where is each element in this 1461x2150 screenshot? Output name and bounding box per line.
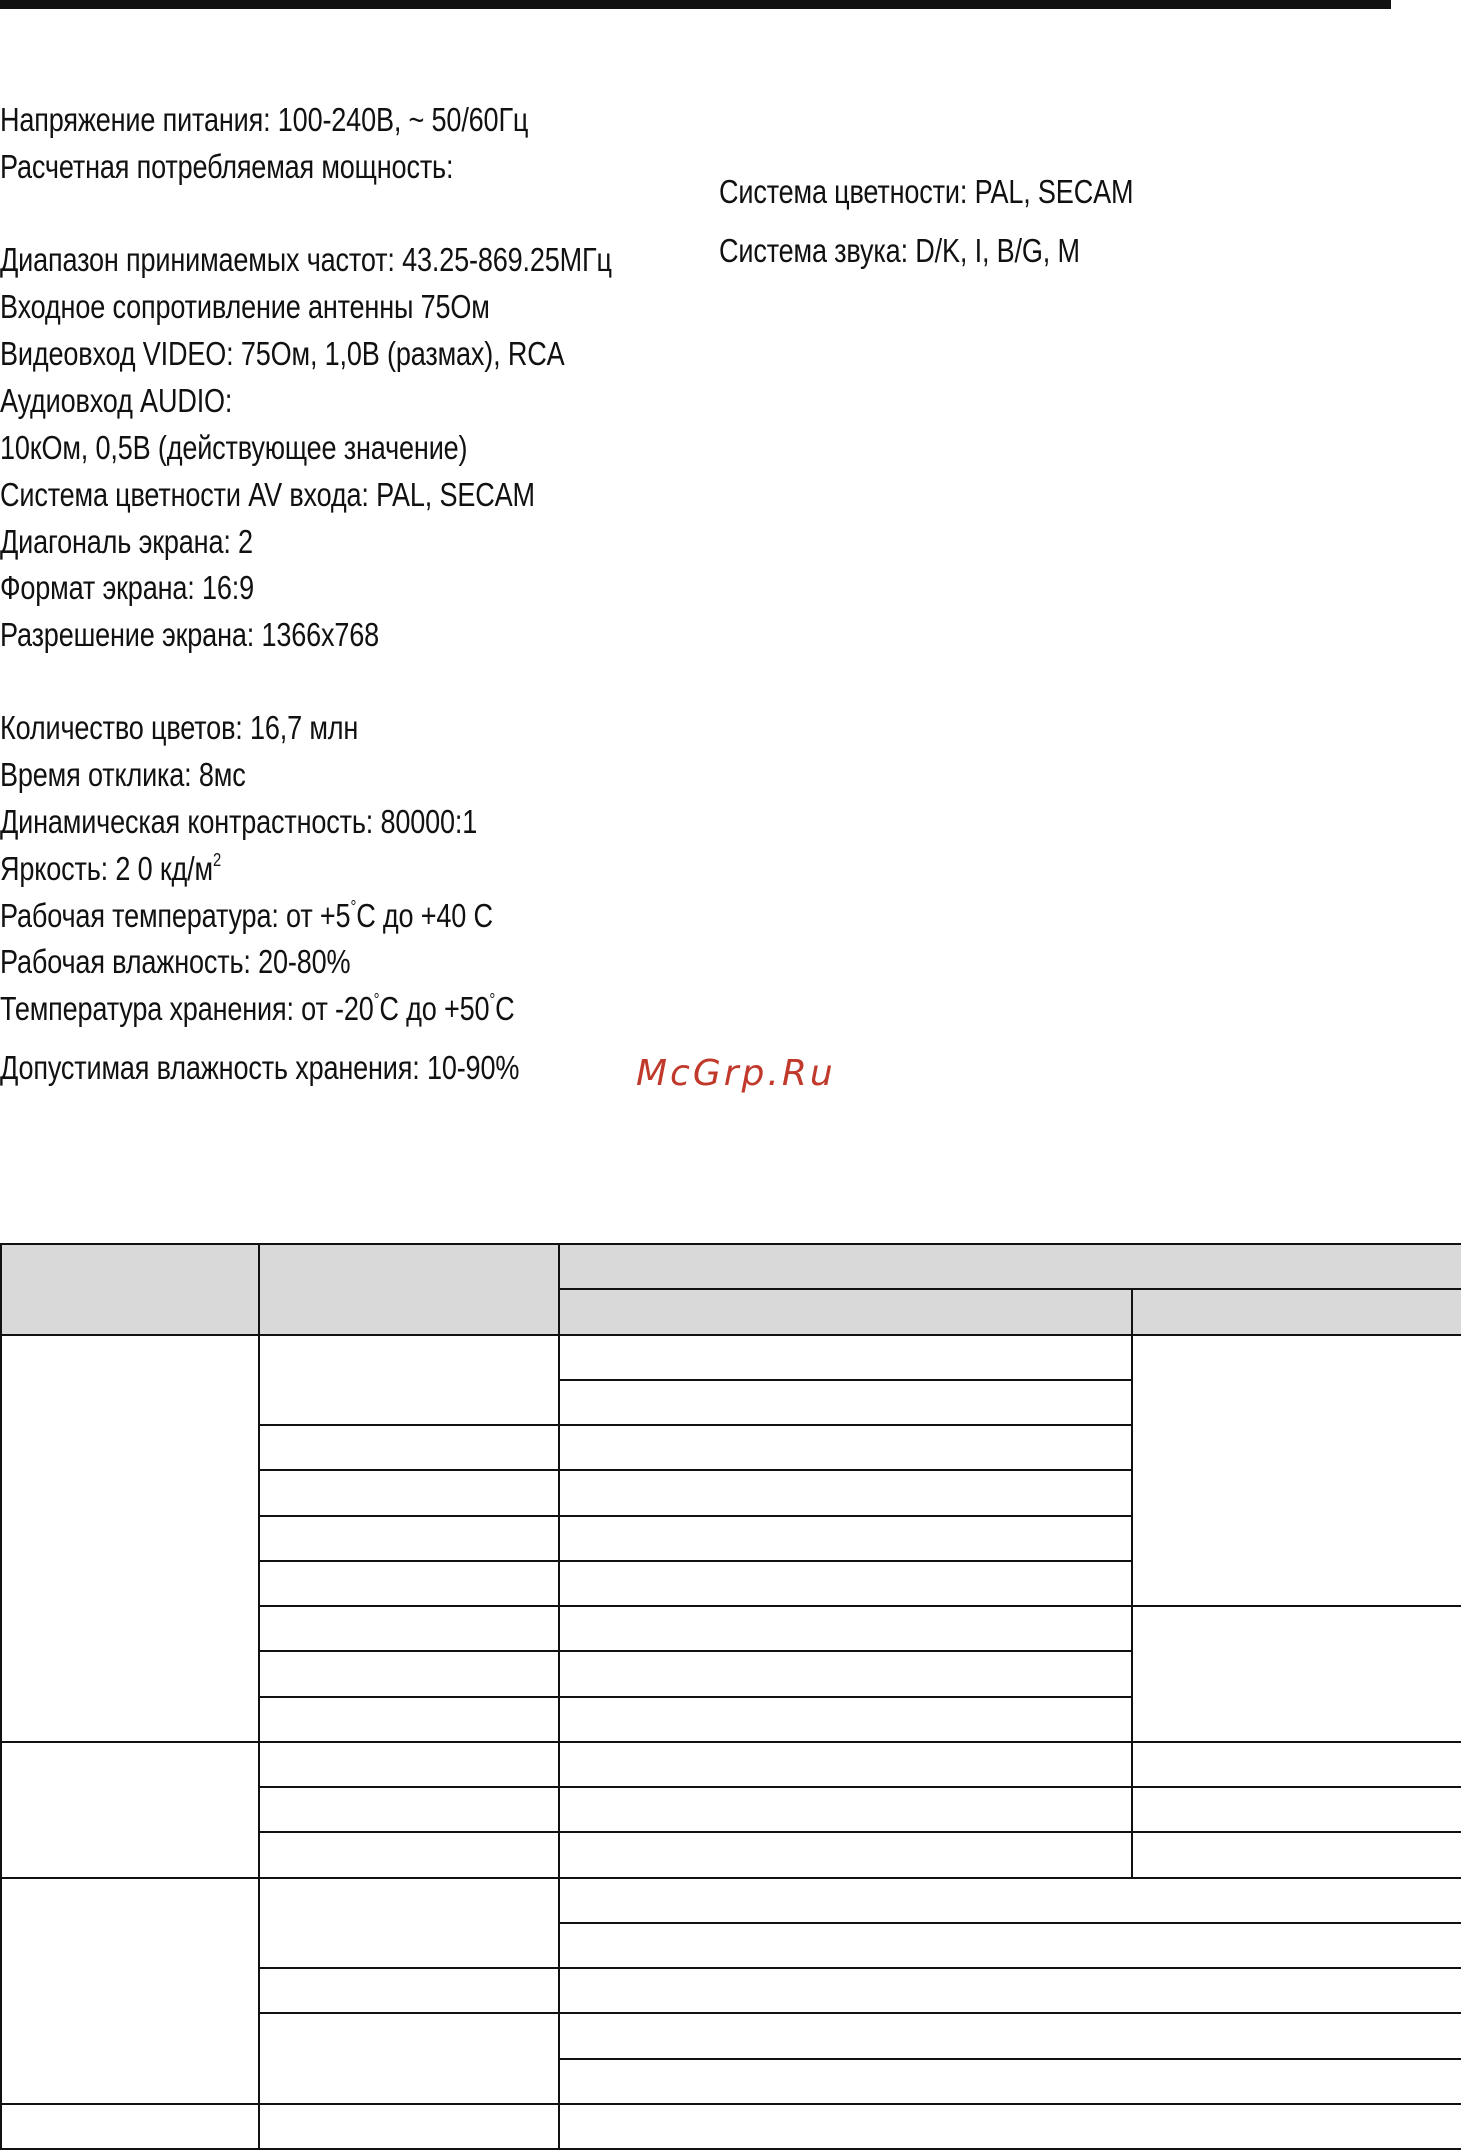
table-cell	[559, 1742, 1132, 1787]
spec-storage-temp-text: Температура хранения: от -20	[0, 990, 374, 1027]
spec-brightness-sup: 2	[212, 850, 221, 870]
spec-screen-diagonal: Диагональ экрана: 2	[0, 523, 253, 560]
degree-mark: °	[489, 990, 496, 1010]
spec-color-count: Количество цветов: 16,7 млн	[0, 709, 359, 746]
table-cell	[559, 1425, 1132, 1470]
table-header-cell	[1, 1244, 259, 1335]
spec-table	[0, 1243, 1461, 2150]
table-cell	[259, 1787, 559, 1832]
table-cell	[259, 1561, 559, 1606]
table-cell	[559, 1606, 1132, 1651]
spec-av-color-system: Система цветности AV входа: PAL, SECAM	[0, 476, 535, 513]
degree-mark: °	[373, 990, 380, 1010]
spec-screen-resolution: Разрешение экрана: 1366x768	[0, 616, 380, 653]
table-cell	[259, 2104, 559, 2149]
table-cell	[259, 1742, 559, 1787]
table-header-cell	[559, 1289, 1132, 1334]
table-cell	[259, 1335, 559, 1426]
table-cell	[559, 1470, 1132, 1515]
table-cell	[559, 1968, 1461, 2013]
table-cell	[1132, 1787, 1461, 1832]
spec-operating-temp	[0, 896, 493, 936]
table-cell	[559, 1832, 1132, 1877]
table-cell	[1, 1335, 259, 1742]
table-row	[1, 2104, 1461, 2149]
table-cell	[259, 1968, 559, 2013]
table-row	[1, 1335, 1461, 1380]
table-header-cell	[1132, 1289, 1461, 1334]
table-header-row	[1, 1244, 1461, 1289]
table-cell	[259, 1878, 559, 1969]
table-header-cell	[259, 1244, 559, 1335]
top-rule	[0, 0, 1391, 9]
table-cell	[259, 1832, 559, 1877]
table-cell	[559, 1335, 1132, 1380]
spec-dynamic-contrast: Динамическая контрастность: 80000:1	[0, 803, 478, 840]
table-cell	[559, 1380, 1132, 1425]
degree-mark: °	[350, 897, 357, 917]
table-cell	[1, 1742, 259, 1878]
spec-storage-temp-unit: С	[495, 990, 515, 1027]
table-cell	[259, 1470, 559, 1515]
spec-power-consumption: Расчетная потребляемая мощность:	[0, 148, 454, 185]
table-cell	[559, 1923, 1461, 1968]
spec-audio-input: Аудиовход AUDIO:	[0, 382, 233, 419]
spec-frequency-range: Диапазон принимаемых частот: 43.25-869.25МГц	[0, 241, 612, 278]
spec-power-voltage: Напряжение питания: 100-240В, ~ 50/60Гц	[0, 101, 529, 138]
table-cell	[1132, 1832, 1461, 1877]
spec-storage-temp	[0, 989, 515, 1029]
spec-video-input: Видеовход VIDEO: 75Ом, 1,0В (размах), RCA	[0, 335, 565, 372]
watermark: McGrp.Ru	[636, 1053, 836, 1094]
spec-audio-input-detail: 10кОм, 0,5В (действующее значение)	[0, 429, 468, 466]
table-cell	[559, 1516, 1132, 1561]
table-row	[1, 1878, 1461, 1923]
spec-storage-temp-range: С до +50	[379, 990, 490, 1027]
table-row	[1, 1742, 1461, 1787]
table-cell	[259, 1606, 559, 1651]
table-cell	[259, 2013, 559, 2104]
table-cell	[559, 1878, 1461, 1923]
table-cell	[1132, 1742, 1461, 1787]
spec-operating-temp-text: Рабочая температура: от +5	[0, 897, 351, 934]
table-cell	[559, 2104, 1461, 2149]
spec-brightness	[0, 849, 221, 889]
table-cell	[1, 2104, 259, 2149]
table-cell	[559, 1651, 1132, 1696]
table-cell	[259, 1425, 559, 1470]
spec-screen-format: Формат экрана: 16:9	[0, 569, 254, 606]
table-cell	[1, 1878, 259, 2104]
spec-operating-humidity: Рабочая влажность: 20-80%	[0, 943, 351, 980]
table-cell	[559, 1561, 1132, 1606]
spec-antenna-impedance: Входное сопротивление антенны 75Ом	[0, 288, 490, 325]
spec-operating-temp-range: С до +40 С	[356, 897, 493, 934]
spec-response-time: Время отклика: 8мс	[0, 756, 246, 793]
spec-color-system: Система цветности: PAL, SECAM	[719, 173, 1134, 210]
table-cell	[259, 1516, 559, 1561]
table-cell	[1132, 1606, 1461, 1742]
spec-sound-system: Система звука: D/K, I, B/G, M	[719, 232, 1080, 269]
table-cell	[559, 1787, 1132, 1832]
table-cell	[559, 2059, 1461, 2104]
table-header-cell	[559, 1244, 1461, 1289]
spec-storage-humidity: Допустимая влажность хранения: 10-90%	[0, 1049, 520, 1086]
table-cell	[559, 2013, 1461, 2058]
table-cell	[559, 1697, 1132, 1742]
spec-brightness-text: Яркость: 2 0 кд/м	[0, 850, 213, 887]
table-cell	[259, 1651, 559, 1696]
table-cell	[259, 1697, 559, 1742]
table-cell	[1132, 1335, 1461, 1607]
